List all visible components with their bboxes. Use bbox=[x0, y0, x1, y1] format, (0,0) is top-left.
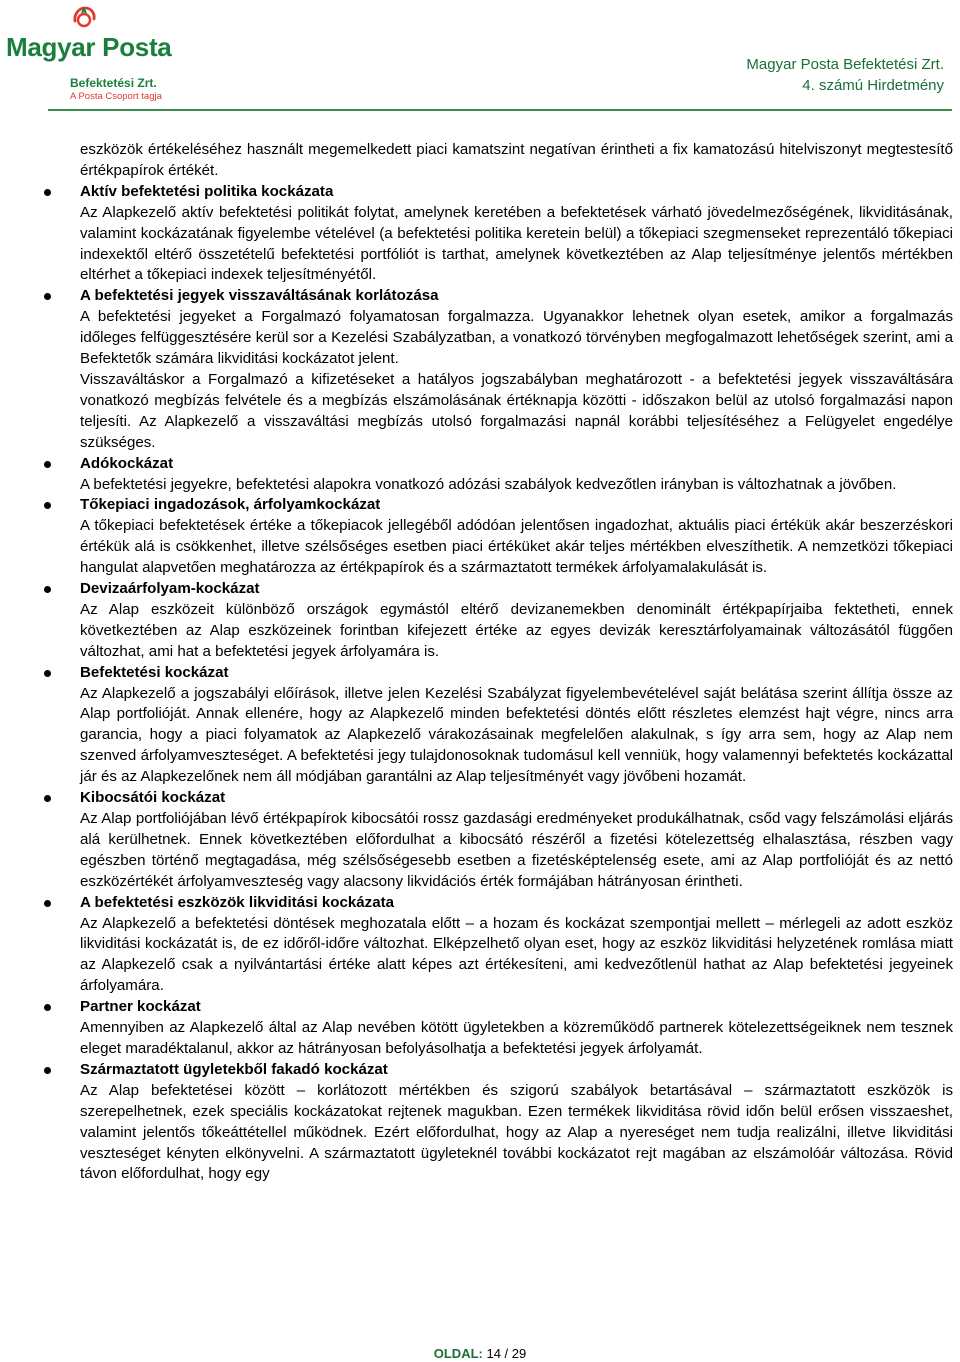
section-paragraph: Az Alapkezelő aktív befektetési politikát folytat, amelynek keretében a befektetések várható jövedelmezőségének, likviditásának, valamint kockázatának figyelembe vételével (a befektetési politika keretein belül) a tőkepiaci szegmenseket reprezentáló tőkepiaci indexektől eltérő összetételű befektetési portfóliót is tarthat, amelynek következtében az Alap teljesítménye jelentős mértékben eltérhet a tőkepiaci indexek teljesítményétől. bbox=[80, 203, 953, 284]
magyar-posta-logo bbox=[4, 2, 172, 102]
bullet-icon bbox=[44, 670, 51, 677]
page-number: 14 / 29 bbox=[486, 1346, 527, 1361]
logo-tagline: A Posta Csoport tagja bbox=[70, 91, 162, 102]
section-title: Tőkepiaci ingadozások, árfolyamkockázat bbox=[80, 496, 381, 514]
bullet-icon bbox=[44, 586, 51, 593]
intro-paragraph: eszközök értékeléséhez használt megemelkedett piaci kamatszint negatívan érintheti a fix kamatozású hitelviszonyt megtestesítő értékpapírok értékét. bbox=[80, 141, 953, 179]
section-title: A befektetési jegyek visszaváltásának korlátozása bbox=[80, 287, 439, 305]
section-paragraph: A befektetési jegyekre, befektetési alapokra vonatkozó adózási szabályok kedvezőtlen irányban is változhatnak a jövőben. bbox=[80, 475, 897, 493]
section-paragraph: Az Alapkezelő a befektetési döntések meghozatala előtt – a hozam és kockázat szempontjai mellett – mérlegeli az adott eszköz likviditási kockázatát is, de ez időről-időre változhat. Elképzelhető olyan eset, hogy az eszköz likviditási helyzetének romlása miatt az Alapkezelő csak a nyilvántartási értéke alatt képes azt értékesíteni, ami kedvezőtlenül hathat az Alap befektetési jegyeinek árfolyamára. bbox=[80, 914, 953, 995]
risk-section bbox=[80, 495, 953, 579]
bullet-icon bbox=[44, 795, 51, 802]
bullet-icon bbox=[44, 900, 51, 907]
section-title: Származtatott ügyletekből fakadó kockázat bbox=[80, 1060, 388, 1078]
company-name: Magyar Posta Befektetési Zrt. bbox=[746, 56, 944, 73]
risk-section bbox=[80, 788, 953, 893]
document-body bbox=[80, 140, 953, 1185]
page-header bbox=[0, 0, 960, 110]
section-title: A befektetési eszközök likviditási kockázata bbox=[80, 893, 395, 911]
section-paragraph: A tőkepiaci befektetések értéke a tőkepiacok jellegéből adódóan jelentősen ingadozhat, aktuális piaci értékük akár beszerzéskori értékük alá is csökkenhet, illetve szélsőséges esetben piaci értéküket akár teljes mértékben elveszíthetik. A nemzetközi tőkepiaci hangulat alapvetően meghatározza az értékpapírok és a származtatott termékek árfolyamalakulását is. bbox=[80, 517, 953, 577]
section-title: Adókockázat bbox=[80, 454, 174, 472]
risk-section bbox=[80, 454, 953, 496]
section-paragraph: Az Alap portfoliójában lévő értékpapírok kibocsátói rossz gazdasági eredményeket produkálhatnak, csőd vagy felszámolási eljárás alá kerülhetnek. Ennek következtében előfordulhat a kibocsátó részéről a fizetési kötelezettség elhalasztása, részben vagy egészben történő megtagadása, még szélsőségesebb esetben a fizetésképtelenség esete, ami az Alap portfolióját és az nettó eszközértékét árfolyamveszteség vagy alacsony likvidációs érték formájában hátrányosan érintheti. bbox=[80, 810, 953, 890]
section-title: Partner kockázat bbox=[80, 998, 201, 1016]
section-paragraph: Az Alap befektetései között – korlátozott mértékben és szigorú szabályok betartásával – származtatott eszközök is szerepelhetnek, ezek speciális kockázatokat rejtenek magukban. Ezen termékek likviditása rövid időn belül erősen visszaeshet, valamint jelentős tőkeáttétellel működnek. Ezért előfordulhat, hogy az Alap a nyereséget nem tudja realizálni, illetve likviditási veszteséget kényten elkönyvelni. A származtatott ügyleteknél további kockázatot rejt magában az elszámolóár változása. Rövid távon előfordulhat, hogy egy bbox=[80, 1081, 953, 1183]
section-paragraph: Visszaváltáskor a Forgalmazó a kifizetéseket a hatályos jogszabályban meghatározott - a befektetési jegyek visszaváltására vonatkozó megbízás felvétele és a megbízás elszámolásának értéknapja közötti - időszakon belül az utolsó forgalmazási napon teljesíti. Az Alapkezelő a visszaváltási megbízás utolsó forgalmazási napnál korábbi teljesítéséhez a Felügyelet engedélye szükséges. bbox=[80, 370, 953, 451]
section-title: Befektetési kockázat bbox=[80, 663, 229, 681]
risk-section bbox=[80, 182, 953, 287]
bullet-icon bbox=[44, 1004, 51, 1011]
section-paragraph: Az Alapkezelő a jogszabályi előírások, illetve jelen Kezelési Szabályzat figyelembevételével saját belátása szerint állítja össze az Alap portfolióját. Annak ellenére, hogy az Alapkezelő minden befektetési döntés előtt részletes elemzést hajt végre, nincs arra garancia, hogy a piaci folyamatok az Alapkezelő várakozásainak megfelelően alakulnak, s így arra sem, hogy az Alap nem szenved árfolyamveszteséget. A befektetési jegy tulajdonosoknak tudomásul kell venniük, hogy valamennyi befektetés kockázattal jár és az Alapkezelőnek nem áll módjában garantálni az Alap teljesítményét vagy jövőbeni hozamát. bbox=[80, 684, 953, 786]
section-title: Devizaárfolyam-kockázat bbox=[80, 580, 260, 598]
header-divider bbox=[48, 109, 952, 111]
document-title: 4. számú Hirdetmény bbox=[802, 77, 944, 94]
section-title: Aktív befektetési politika kockázata bbox=[80, 182, 334, 200]
risk-section bbox=[80, 579, 953, 663]
bullet-icon bbox=[44, 502, 51, 509]
risk-section bbox=[80, 1060, 953, 1185]
risk-section bbox=[80, 997, 953, 1060]
section-paragraph: A befektetési jegyeket a Forgalmazó folyamatosan forgalmazza. Ugyanakkor lehetnek olyan esetek, amikor a forgalmazás időleges felfüggesztésére kerül sor a Kezelési Szabályzatban, a vonatkozó törvényben megfogalmazott lehetőségek szerint, ami a Befektetők számára likviditási kockázatot jelent. bbox=[80, 308, 953, 368]
section-title: Kibocsátói kockázat bbox=[80, 789, 226, 807]
logo-subtitle: Befektetési Zrt. bbox=[70, 76, 157, 90]
bullet-icon bbox=[44, 461, 51, 468]
risk-section bbox=[80, 663, 953, 788]
posthorn-icon bbox=[70, 5, 98, 31]
bullet-icon bbox=[44, 189, 51, 196]
section-paragraph: Amennyiben az Alapkezelő által az Alap nevében kötött ügyletekben a közreműködő partnerek kötelezettségeiknek nem tesznek eleget maradéktalanul, akkor az hátrányosan befolyásolhatja a befektetési jegyek árfolyamát. bbox=[80, 1019, 953, 1057]
risk-section bbox=[80, 286, 953, 453]
bullet-icon bbox=[44, 293, 51, 300]
risk-section bbox=[80, 893, 953, 998]
header-info bbox=[746, 54, 944, 96]
page-label: OLDAL: bbox=[433, 1346, 483, 1361]
page-footer bbox=[0, 1346, 960, 1361]
logo-brand: Magyar Posta bbox=[6, 32, 172, 62]
bullet-icon bbox=[44, 1067, 51, 1074]
section-paragraph: Az Alap eszközeit különböző országok egymástól eltérő devizanemekben denominált értékpapírjaiba fektetheti, ennek következtében az Alap eszközeinek forintban kifejezett értéke az egyes devizák keresztárfolyamainak változásától függően változhat, ami hat a befektetési jegyek árfolyamára is. bbox=[80, 600, 953, 660]
